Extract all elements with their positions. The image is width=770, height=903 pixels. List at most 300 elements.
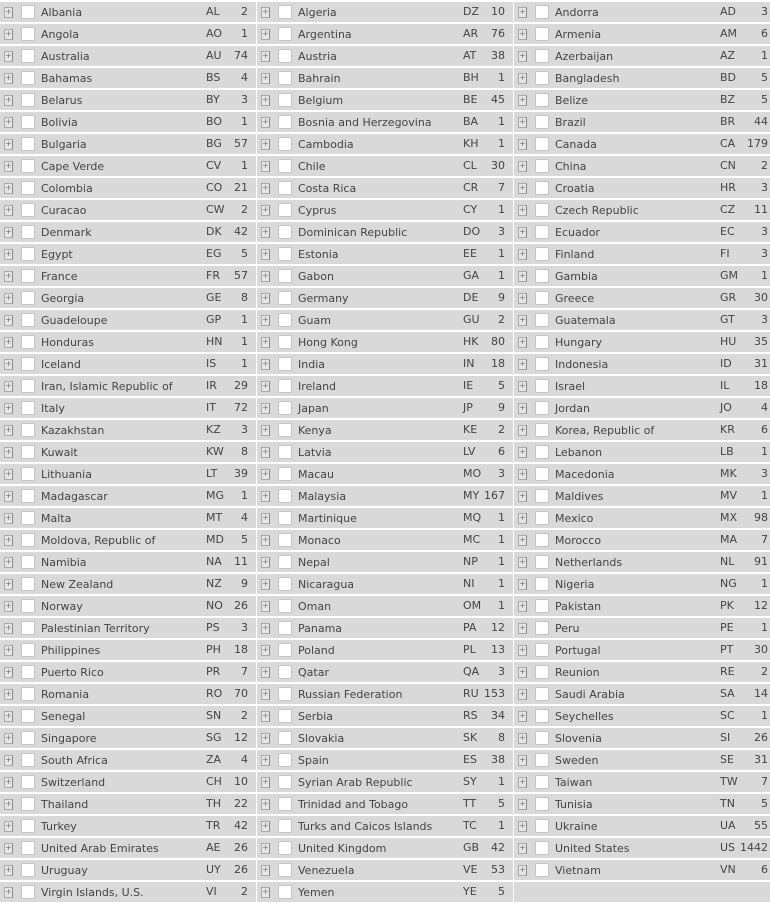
expand-icon[interactable]: + bbox=[5, 601, 12, 610]
country-checkbox[interactable] bbox=[535, 269, 549, 283]
expand-icon[interactable]: + bbox=[262, 843, 269, 852]
country-checkbox[interactable] bbox=[535, 5, 549, 19]
country-name: Algeria bbox=[298, 6, 337, 19]
country-checkbox[interactable] bbox=[21, 841, 35, 855]
country-checkbox[interactable] bbox=[278, 533, 292, 547]
country-checkbox[interactable] bbox=[535, 709, 549, 723]
country-checkbox[interactable] bbox=[278, 731, 292, 745]
expand-icon[interactable]: + bbox=[5, 513, 12, 522]
expand-icon[interactable]: + bbox=[5, 315, 12, 324]
expand-icon[interactable]: + bbox=[5, 183, 12, 192]
expand-icon[interactable]: + bbox=[5, 491, 12, 500]
country-checkbox[interactable] bbox=[535, 533, 549, 547]
country-checkbox[interactable] bbox=[278, 401, 292, 415]
expand-icon[interactable]: + bbox=[519, 7, 526, 16]
expand-icon[interactable]: + bbox=[5, 403, 12, 412]
country-checkbox[interactable] bbox=[21, 797, 35, 811]
expand-icon[interactable]: + bbox=[519, 491, 526, 500]
expand-icon[interactable]: + bbox=[5, 51, 12, 60]
expand-icon[interactable]: + bbox=[262, 865, 269, 874]
country-code: BA bbox=[463, 115, 479, 128]
country-checkbox[interactable] bbox=[278, 489, 292, 503]
country-checkbox[interactable] bbox=[21, 5, 35, 19]
expand-icon[interactable]: + bbox=[5, 733, 12, 742]
country-checkbox[interactable] bbox=[278, 621, 292, 635]
country-count: 18 bbox=[754, 379, 768, 392]
country-checkbox[interactable] bbox=[535, 49, 549, 63]
country-checkbox[interactable] bbox=[21, 709, 35, 723]
country-count: 2 bbox=[241, 885, 248, 898]
country-checkbox[interactable] bbox=[535, 225, 549, 239]
expand-icon[interactable]: + bbox=[5, 579, 12, 588]
country-checkbox[interactable] bbox=[278, 225, 292, 239]
country-checkbox[interactable] bbox=[535, 137, 549, 151]
country-checkbox[interactable] bbox=[21, 599, 35, 613]
country-row bbox=[514, 310, 770, 330]
country-checkbox[interactable] bbox=[21, 225, 35, 239]
country-name: Serbia bbox=[298, 710, 334, 723]
country-checkbox[interactable] bbox=[535, 467, 549, 481]
country-code: GM bbox=[720, 269, 739, 282]
country-checkbox[interactable] bbox=[278, 181, 292, 195]
expand-icon[interactable]: + bbox=[519, 227, 526, 236]
country-checkbox[interactable] bbox=[21, 115, 35, 129]
expand-icon[interactable]: + bbox=[262, 579, 269, 588]
country-checkbox[interactable] bbox=[21, 159, 35, 173]
country-checkbox[interactable] bbox=[21, 93, 35, 107]
expand-icon[interactable]: + bbox=[5, 821, 12, 830]
expand-icon[interactable]: + bbox=[5, 29, 12, 38]
country-checkbox[interactable] bbox=[278, 247, 292, 261]
country-checkbox[interactable] bbox=[21, 819, 35, 833]
country-row bbox=[257, 794, 513, 814]
expand-icon[interactable]: + bbox=[5, 777, 12, 786]
country-checkbox[interactable] bbox=[535, 401, 549, 415]
expand-icon[interactable]: + bbox=[5, 95, 12, 104]
expand-icon[interactable]: + bbox=[5, 161, 12, 170]
expand-icon[interactable]: + bbox=[519, 183, 526, 192]
expand-icon[interactable]: + bbox=[5, 535, 12, 544]
expand-icon[interactable]: + bbox=[519, 293, 526, 302]
country-checkbox[interactable] bbox=[535, 115, 549, 129]
country-checkbox[interactable] bbox=[21, 467, 35, 481]
expand-icon[interactable]: + bbox=[262, 271, 269, 280]
country-code: RU bbox=[463, 687, 479, 700]
country-checkbox[interactable] bbox=[278, 203, 292, 217]
expand-icon[interactable]: + bbox=[519, 711, 526, 720]
country-name: Slovakia bbox=[298, 732, 345, 745]
country-checkbox[interactable] bbox=[21, 27, 35, 41]
expand-icon[interactable]: + bbox=[5, 843, 12, 852]
country-checkbox[interactable] bbox=[278, 269, 292, 283]
country-checkbox[interactable] bbox=[278, 137, 292, 151]
expand-icon[interactable]: + bbox=[519, 667, 526, 676]
expand-icon[interactable]: + bbox=[519, 205, 526, 214]
expand-icon[interactable]: + bbox=[262, 469, 269, 478]
country-code: GU bbox=[463, 313, 480, 326]
expand-icon[interactable]: + bbox=[5, 73, 12, 82]
country-row bbox=[514, 860, 770, 880]
expand-icon[interactable]: + bbox=[262, 513, 269, 522]
country-checkbox[interactable] bbox=[278, 291, 292, 305]
country-checkbox[interactable] bbox=[535, 291, 549, 305]
expand-icon[interactable]: + bbox=[5, 337, 12, 346]
expand-icon[interactable]: + bbox=[5, 7, 12, 16]
country-checkbox[interactable] bbox=[278, 775, 292, 789]
country-checkbox[interactable] bbox=[21, 643, 35, 657]
expand-icon[interactable]: + bbox=[262, 799, 269, 808]
expand-icon[interactable]: + bbox=[5, 887, 12, 896]
country-checkbox[interactable] bbox=[278, 885, 292, 899]
country-code: MD bbox=[206, 533, 224, 546]
country-count: 1 bbox=[498, 71, 505, 84]
expand-icon[interactable]: + bbox=[5, 645, 12, 654]
expand-icon[interactable]: + bbox=[519, 51, 526, 60]
country-checkbox[interactable] bbox=[535, 577, 549, 591]
country-checkbox[interactable] bbox=[278, 555, 292, 569]
country-checkbox[interactable] bbox=[21, 863, 35, 877]
country-checkbox[interactable] bbox=[21, 247, 35, 261]
expand-icon[interactable]: + bbox=[519, 403, 526, 412]
expand-icon[interactable]: + bbox=[262, 51, 269, 60]
expand-icon[interactable]: + bbox=[262, 249, 269, 258]
expand-icon[interactable]: + bbox=[5, 667, 12, 676]
expand-icon[interactable]: + bbox=[519, 469, 526, 478]
expand-icon[interactable]: + bbox=[5, 469, 12, 478]
country-checkbox[interactable] bbox=[535, 797, 549, 811]
country-checkbox[interactable] bbox=[535, 71, 549, 85]
expand-icon[interactable]: + bbox=[262, 381, 269, 390]
expand-icon[interactable]: + bbox=[519, 623, 526, 632]
expand-icon[interactable]: + bbox=[5, 799, 12, 808]
country-checkbox[interactable] bbox=[278, 93, 292, 107]
country-count: 2 bbox=[761, 665, 768, 678]
country-count: 11 bbox=[234, 555, 248, 568]
expand-icon[interactable]: + bbox=[519, 249, 526, 258]
country-checkbox[interactable] bbox=[535, 687, 549, 701]
country-checkbox[interactable] bbox=[535, 511, 549, 525]
country-count: 30 bbox=[491, 159, 505, 172]
country-checkbox[interactable] bbox=[278, 599, 292, 613]
country-checkbox[interactable] bbox=[535, 181, 549, 195]
country-count: 1 bbox=[498, 269, 505, 282]
expand-icon[interactable]: + bbox=[5, 205, 12, 214]
expand-icon[interactable]: + bbox=[262, 755, 269, 764]
country-name: Maldives bbox=[555, 490, 604, 503]
country-name: Singapore bbox=[41, 732, 97, 745]
country-checkbox[interactable] bbox=[278, 819, 292, 833]
country-checkbox[interactable] bbox=[535, 93, 549, 107]
country-count: 13 bbox=[491, 643, 505, 656]
expand-icon[interactable]: + bbox=[519, 601, 526, 610]
country-checkbox[interactable] bbox=[535, 753, 549, 767]
country-checkbox[interactable] bbox=[278, 467, 292, 481]
expand-icon[interactable]: + bbox=[519, 755, 526, 764]
country-checkbox[interactable] bbox=[21, 269, 35, 283]
country-checkbox[interactable] bbox=[278, 159, 292, 173]
country-name: Reunion bbox=[555, 666, 600, 679]
country-checkbox[interactable] bbox=[21, 357, 35, 371]
country-checkbox[interactable] bbox=[278, 577, 292, 591]
expand-icon[interactable]: + bbox=[262, 29, 269, 38]
country-checkbox[interactable] bbox=[21, 379, 35, 393]
country-code: AM bbox=[720, 27, 738, 40]
expand-icon[interactable]: + bbox=[5, 425, 12, 434]
country-count: 9 bbox=[498, 401, 505, 414]
country-checkbox[interactable] bbox=[21, 445, 35, 459]
country-checkbox[interactable] bbox=[278, 709, 292, 723]
expand-icon[interactable]: + bbox=[262, 689, 269, 698]
country-checkbox[interactable] bbox=[535, 423, 549, 437]
expand-icon[interactable]: + bbox=[519, 29, 526, 38]
expand-icon[interactable]: + bbox=[519, 95, 526, 104]
country-row bbox=[0, 266, 256, 286]
expand-icon[interactable]: + bbox=[262, 535, 269, 544]
country-checkbox[interactable] bbox=[535, 159, 549, 173]
country-code: NG bbox=[720, 577, 737, 590]
country-checkbox[interactable] bbox=[535, 841, 549, 855]
expand-icon[interactable]: + bbox=[519, 645, 526, 654]
country-checkbox[interactable] bbox=[21, 885, 35, 899]
country-checkbox[interactable] bbox=[535, 489, 549, 503]
country-checkbox[interactable] bbox=[535, 665, 549, 679]
country-checkbox[interactable] bbox=[21, 511, 35, 525]
expand-icon[interactable]: + bbox=[519, 579, 526, 588]
expand-icon[interactable]: + bbox=[5, 117, 12, 126]
country-row bbox=[514, 178, 770, 198]
country-name: Canada bbox=[555, 138, 597, 151]
country-checkbox[interactable] bbox=[21, 335, 35, 349]
expand-icon[interactable]: + bbox=[5, 139, 12, 148]
country-row bbox=[257, 618, 513, 638]
country-checkbox[interactable] bbox=[278, 863, 292, 877]
country-checkbox[interactable] bbox=[21, 687, 35, 701]
expand-icon[interactable]: + bbox=[519, 777, 526, 786]
expand-icon[interactable]: + bbox=[262, 601, 269, 610]
country-row bbox=[257, 816, 513, 836]
expand-icon[interactable]: + bbox=[262, 337, 269, 346]
country-count: 98 bbox=[754, 511, 768, 524]
expand-icon[interactable]: + bbox=[262, 403, 269, 412]
expand-icon[interactable]: + bbox=[5, 865, 12, 874]
country-count: 153 bbox=[484, 687, 505, 700]
expand-icon[interactable]: + bbox=[262, 7, 269, 16]
country-checkbox[interactable] bbox=[21, 731, 35, 745]
country-checkbox[interactable] bbox=[535, 621, 549, 635]
expand-icon[interactable]: + bbox=[262, 425, 269, 434]
country-name: Oman bbox=[298, 600, 332, 613]
country-checkbox[interactable] bbox=[535, 313, 549, 327]
country-row bbox=[514, 750, 770, 770]
country-row bbox=[257, 90, 513, 110]
expand-icon[interactable]: + bbox=[519, 425, 526, 434]
expand-icon[interactable]: + bbox=[5, 689, 12, 698]
country-checkbox[interactable] bbox=[535, 335, 549, 349]
country-row bbox=[257, 464, 513, 484]
country-code: KR bbox=[720, 423, 735, 436]
expand-icon[interactable]: + bbox=[262, 73, 269, 82]
country-row bbox=[257, 684, 513, 704]
country-name: Virgin Islands, U.S. bbox=[41, 886, 144, 899]
expand-icon[interactable]: + bbox=[519, 271, 526, 280]
expand-icon[interactable]: + bbox=[5, 447, 12, 456]
country-checkbox[interactable] bbox=[278, 797, 292, 811]
expand-icon[interactable]: + bbox=[519, 73, 526, 82]
country-row bbox=[514, 222, 770, 242]
expand-icon[interactable]: + bbox=[262, 117, 269, 126]
expand-icon[interactable]: + bbox=[519, 381, 526, 390]
country-checkbox[interactable] bbox=[535, 445, 549, 459]
country-checkbox[interactable] bbox=[21, 137, 35, 151]
country-checkbox[interactable] bbox=[535, 819, 549, 833]
expand-icon[interactable]: + bbox=[262, 447, 269, 456]
expand-icon[interactable]: + bbox=[262, 733, 269, 742]
country-checkbox[interactable] bbox=[535, 357, 549, 371]
expand-icon[interactable]: + bbox=[262, 777, 269, 786]
country-checkbox[interactable] bbox=[278, 71, 292, 85]
country-checkbox[interactable] bbox=[278, 841, 292, 855]
country-checkbox[interactable] bbox=[535, 643, 549, 657]
expand-icon[interactable]: + bbox=[5, 711, 12, 720]
expand-icon[interactable]: + bbox=[262, 183, 269, 192]
country-checkbox[interactable] bbox=[21, 313, 35, 327]
country-checkbox[interactable] bbox=[278, 115, 292, 129]
expand-icon[interactable]: + bbox=[262, 887, 269, 896]
expand-icon[interactable]: + bbox=[262, 645, 269, 654]
expand-icon[interactable]: + bbox=[5, 755, 12, 764]
country-checkbox[interactable] bbox=[21, 665, 35, 679]
expand-icon[interactable]: + bbox=[519, 315, 526, 324]
expand-icon[interactable]: + bbox=[262, 205, 269, 214]
country-checkbox[interactable] bbox=[21, 181, 35, 195]
expand-icon[interactable]: + bbox=[262, 227, 269, 236]
expand-icon[interactable]: + bbox=[262, 711, 269, 720]
country-checkbox[interactable] bbox=[21, 203, 35, 217]
country-count: 3 bbox=[761, 247, 768, 260]
expand-icon[interactable]: + bbox=[519, 139, 526, 148]
country-checkbox[interactable] bbox=[21, 621, 35, 635]
country-checkbox[interactable] bbox=[21, 71, 35, 85]
expand-icon[interactable]: + bbox=[5, 359, 12, 368]
country-checkbox[interactable] bbox=[535, 863, 549, 877]
country-row bbox=[257, 310, 513, 330]
country-checkbox[interactable] bbox=[278, 49, 292, 63]
country-code: MQ bbox=[463, 511, 482, 524]
expand-icon[interactable]: + bbox=[262, 667, 269, 676]
country-checkbox[interactable] bbox=[535, 247, 549, 261]
country-row bbox=[0, 464, 256, 484]
expand-icon[interactable]: + bbox=[5, 623, 12, 632]
country-checkbox[interactable] bbox=[278, 445, 292, 459]
expand-icon[interactable]: + bbox=[519, 821, 526, 830]
country-checkbox[interactable] bbox=[535, 775, 549, 789]
expand-icon[interactable]: + bbox=[519, 337, 526, 346]
country-checkbox[interactable] bbox=[21, 753, 35, 767]
country-name: Vietnam bbox=[555, 864, 601, 877]
country-count: 12 bbox=[754, 599, 768, 612]
expand-icon[interactable]: + bbox=[519, 843, 526, 852]
country-count: 76 bbox=[491, 27, 505, 40]
country-row bbox=[0, 90, 256, 110]
country-name: Estonia bbox=[298, 248, 339, 261]
country-checkbox[interactable] bbox=[535, 555, 549, 569]
country-name: Syrian Arab Republic bbox=[298, 776, 413, 789]
country-checkbox[interactable] bbox=[278, 665, 292, 679]
expand-icon[interactable]: + bbox=[519, 557, 526, 566]
country-checkbox[interactable] bbox=[21, 291, 35, 305]
country-checkbox[interactable] bbox=[278, 511, 292, 525]
expand-icon[interactable]: + bbox=[262, 95, 269, 104]
expand-icon[interactable]: + bbox=[519, 799, 526, 808]
country-checkbox[interactable] bbox=[21, 423, 35, 437]
expand-icon[interactable]: + bbox=[262, 623, 269, 632]
expand-icon[interactable]: + bbox=[262, 491, 269, 500]
country-checkbox[interactable] bbox=[278, 687, 292, 701]
country-checkbox[interactable] bbox=[278, 335, 292, 349]
expand-icon[interactable]: + bbox=[519, 161, 526, 170]
expand-icon[interactable]: + bbox=[519, 447, 526, 456]
country-checkbox[interactable] bbox=[535, 731, 549, 745]
expand-icon[interactable]: + bbox=[519, 535, 526, 544]
country-checkbox[interactable] bbox=[278, 423, 292, 437]
country-code: BR bbox=[720, 115, 736, 128]
country-checkbox[interactable] bbox=[535, 379, 549, 393]
country-row bbox=[0, 772, 256, 792]
expand-icon[interactable]: + bbox=[5, 271, 12, 280]
expand-icon[interactable]: + bbox=[5, 249, 12, 258]
expand-icon[interactable]: + bbox=[262, 161, 269, 170]
country-checkbox[interactable] bbox=[21, 533, 35, 547]
expand-icon[interactable]: + bbox=[262, 557, 269, 566]
country-checkbox[interactable] bbox=[21, 577, 35, 591]
country-checkbox[interactable] bbox=[278, 357, 292, 371]
country-checkbox[interactable] bbox=[278, 313, 292, 327]
expand-icon[interactable]: + bbox=[5, 227, 12, 236]
country-checkbox[interactable] bbox=[535, 203, 549, 217]
country-checkbox[interactable] bbox=[278, 27, 292, 41]
country-count: 70 bbox=[234, 687, 248, 700]
expand-icon[interactable]: + bbox=[5, 557, 12, 566]
expand-icon[interactable]: + bbox=[262, 359, 269, 368]
country-checkbox[interactable] bbox=[535, 27, 549, 41]
country-checkbox[interactable] bbox=[278, 753, 292, 767]
expand-icon[interactable]: + bbox=[262, 139, 269, 148]
country-name: Dominican Republic bbox=[298, 226, 408, 239]
expand-icon[interactable]: + bbox=[519, 513, 526, 522]
country-checkbox[interactable] bbox=[21, 489, 35, 503]
country-checkbox[interactable] bbox=[21, 775, 35, 789]
country-checkbox[interactable] bbox=[278, 5, 292, 19]
country-checkbox[interactable] bbox=[21, 49, 35, 63]
expand-icon[interactable]: + bbox=[519, 117, 526, 126]
country-checkbox[interactable] bbox=[535, 599, 549, 613]
expand-icon[interactable]: + bbox=[262, 821, 269, 830]
expand-icon[interactable]: + bbox=[262, 293, 269, 302]
country-checkbox[interactable] bbox=[21, 555, 35, 569]
country-count: 179 bbox=[747, 137, 768, 150]
country-checkbox[interactable] bbox=[278, 643, 292, 657]
expand-icon[interactable]: + bbox=[5, 293, 12, 302]
expand-icon[interactable]: + bbox=[519, 359, 526, 368]
country-checkbox[interactable] bbox=[21, 401, 35, 415]
expand-icon[interactable]: + bbox=[519, 733, 526, 742]
expand-icon[interactable]: + bbox=[519, 689, 526, 698]
expand-icon[interactable]: + bbox=[519, 865, 526, 874]
country-row bbox=[0, 46, 256, 66]
country-checkbox[interactable] bbox=[278, 379, 292, 393]
expand-icon[interactable]: + bbox=[262, 315, 269, 324]
expand-icon[interactable]: + bbox=[5, 381, 12, 390]
